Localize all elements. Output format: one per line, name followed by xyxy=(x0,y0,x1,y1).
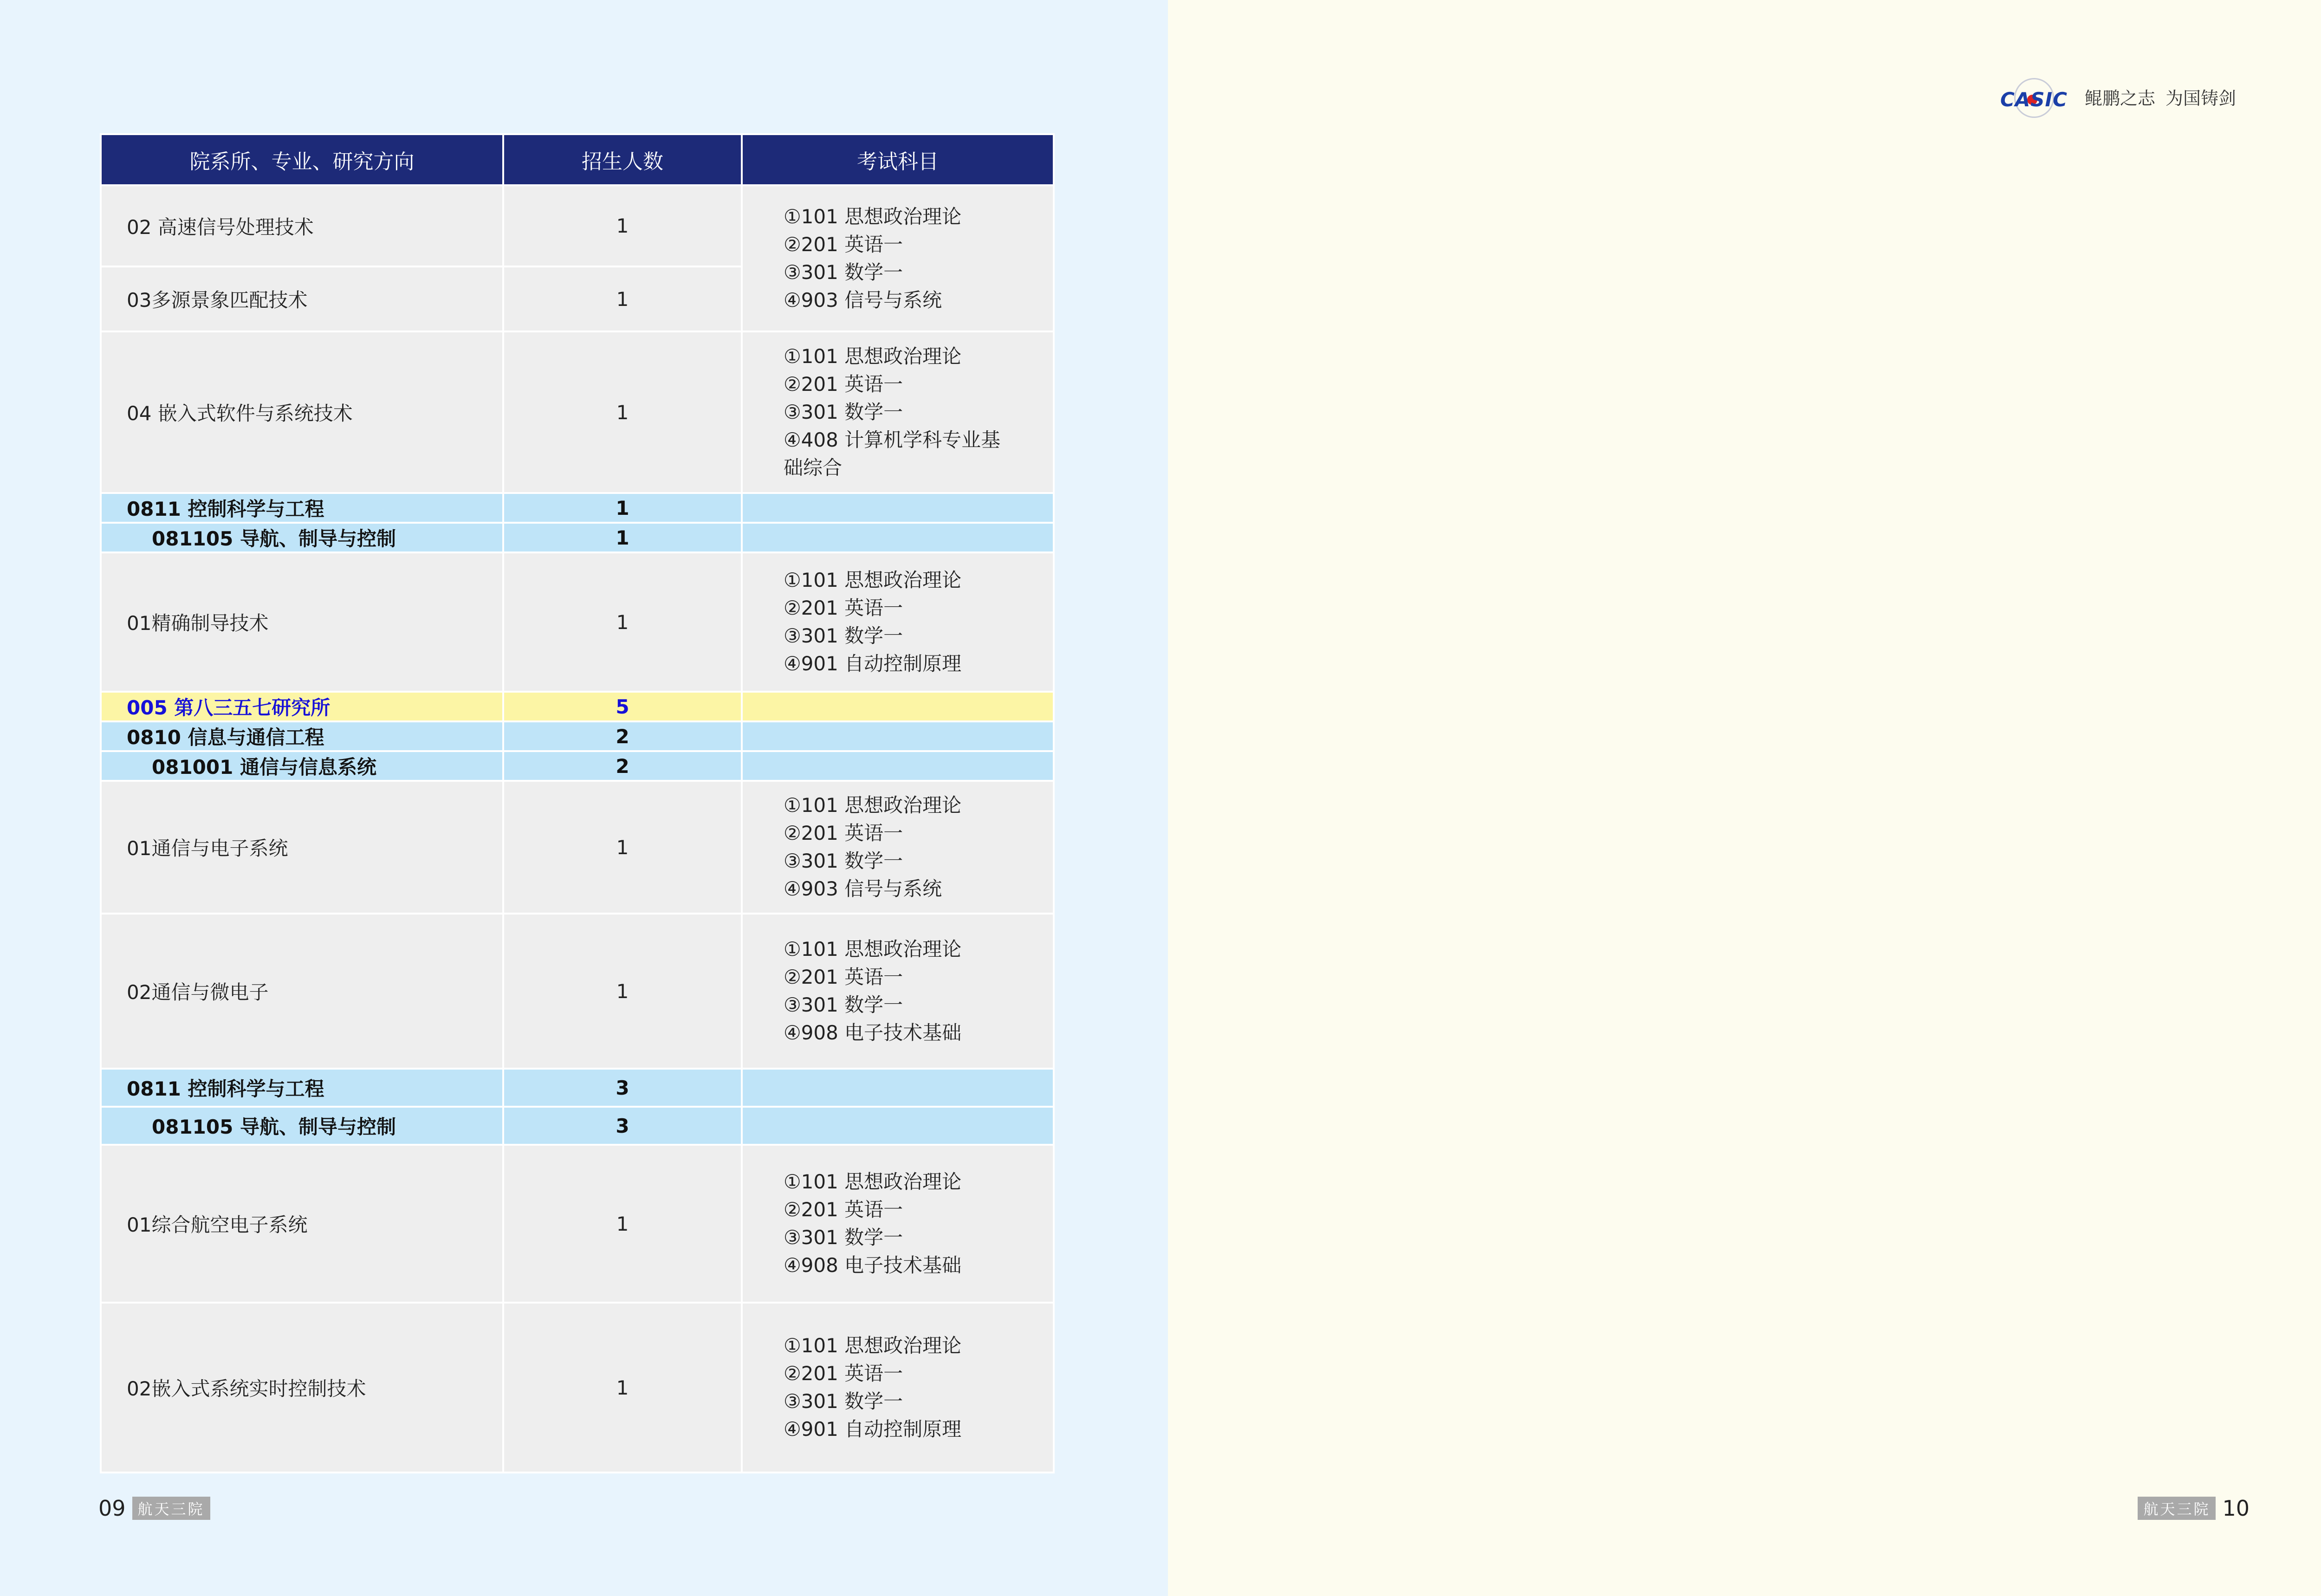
discipline-row xyxy=(101,493,1054,523)
table-row xyxy=(101,331,1054,493)
casic-logo xyxy=(2000,78,2236,115)
row-name: 01通信与电子系统 xyxy=(101,781,503,914)
row-name: 005 第八三五七研究所 xyxy=(101,692,503,721)
row-count: 1 xyxy=(503,331,742,493)
exam-subjects: ①101 思想政治理论 ②201 英语一 ③301 数学一 ④908 电子技术基础 xyxy=(742,914,1054,1069)
row-count: 3 xyxy=(503,1069,742,1107)
table-row xyxy=(101,781,1054,914)
row-name: 0811 控制科学与工程 xyxy=(101,493,503,523)
table-row xyxy=(101,1145,1054,1303)
row-name: 02嵌入式系统实时控制技术 xyxy=(101,1303,503,1473)
row-count: 2 xyxy=(503,721,742,751)
table-row xyxy=(101,185,1054,266)
exam-subjects: ①101 思想政治理论 ②201 英语一 ③301 数学一 ④908 电子技术基础 xyxy=(742,1145,1054,1303)
exam-subjects: ①101 思想政治理论 ②201 英语一 ③301 数学一 ④901 自动控制原理 xyxy=(742,1303,1054,1473)
row-name: 02 高速信号处理技术 xyxy=(101,185,503,266)
row-name: 04 嵌入式软件与系统技术 xyxy=(101,331,503,493)
row-count: 1 xyxy=(503,781,742,914)
row-count: 2 xyxy=(503,751,742,781)
row-name: 0811 控制科学与工程 xyxy=(101,1069,503,1107)
row-name: 081105 导航、制导与控制 xyxy=(101,1107,503,1145)
row-count: 1 xyxy=(503,1303,742,1473)
row-name: 081105 导航、制导与控制 xyxy=(101,523,503,552)
exam-subjects: ①101 思想政治理论 ②201 英语一 ③301 数学一 ④901 自动控制原理 xyxy=(742,552,1054,692)
page-tag: 航天三院 xyxy=(2138,1497,2216,1520)
row-name: 02通信与微电子 xyxy=(101,914,503,1069)
row-count: 1 xyxy=(503,914,742,1069)
row-count: 1 xyxy=(503,493,742,523)
row-count: 3 xyxy=(503,1107,742,1145)
row-name: 081001 通信与信息系统 xyxy=(101,751,503,781)
page-number: 10 xyxy=(2222,1496,2250,1521)
table-row xyxy=(101,1303,1054,1473)
slogan-1: 鲲鹏之志 xyxy=(2084,88,2155,109)
table-row xyxy=(101,552,1054,692)
right-page xyxy=(1168,0,2321,1596)
row-name: 01综合航空电子系统 xyxy=(101,1145,503,1303)
admission-table-left xyxy=(100,133,1055,1473)
page-number: 09 xyxy=(98,1496,126,1521)
header-exam: 考试科目 xyxy=(742,134,1054,185)
exam-subjects: ①101 思想政治理论 ②201 英语一 ③301 数学一 ④903 信号与系统 xyxy=(742,185,1054,331)
page-number-right xyxy=(2138,1496,2250,1521)
table-header xyxy=(101,134,1054,185)
table-row xyxy=(101,914,1054,1069)
exam-subjects: ①101 思想政治理论 ②201 英语一 ③301 数学一 ④903 信号与系统 xyxy=(742,781,1054,914)
row-count: 5 xyxy=(503,692,742,721)
row-count: 1 xyxy=(503,266,742,331)
slogan-2: 为国铸剑 xyxy=(2165,88,2236,109)
page-number-left xyxy=(98,1496,210,1521)
row-name: 0810 信息与通信工程 xyxy=(101,721,503,751)
row-name: 03多源景象匹配技术 xyxy=(101,266,503,331)
casic-logo-mark xyxy=(2000,78,2075,115)
discipline-row xyxy=(101,523,1054,552)
discipline-row xyxy=(101,1107,1054,1145)
discipline-row xyxy=(101,751,1054,781)
row-count: 1 xyxy=(503,552,742,692)
row-count: 1 xyxy=(503,1145,742,1303)
exam-subjects: ①101 思想政治理论 ②201 英语一 ③301 数学一 ④408 计算机学科专业基 础综合 xyxy=(742,331,1054,493)
row-count: 1 xyxy=(503,185,742,266)
institute-row xyxy=(101,692,1054,721)
header-count: 招生人数 xyxy=(503,134,742,185)
row-name: 01精确制导技术 xyxy=(101,552,503,692)
discipline-row xyxy=(101,1069,1054,1107)
header-name: 院系所、专业、研究方向 xyxy=(101,134,503,185)
discipline-row xyxy=(101,721,1054,751)
row-count: 1 xyxy=(503,523,742,552)
logo-text: CASIC xyxy=(2000,88,2068,111)
page-tag: 航天三院 xyxy=(132,1497,210,1520)
